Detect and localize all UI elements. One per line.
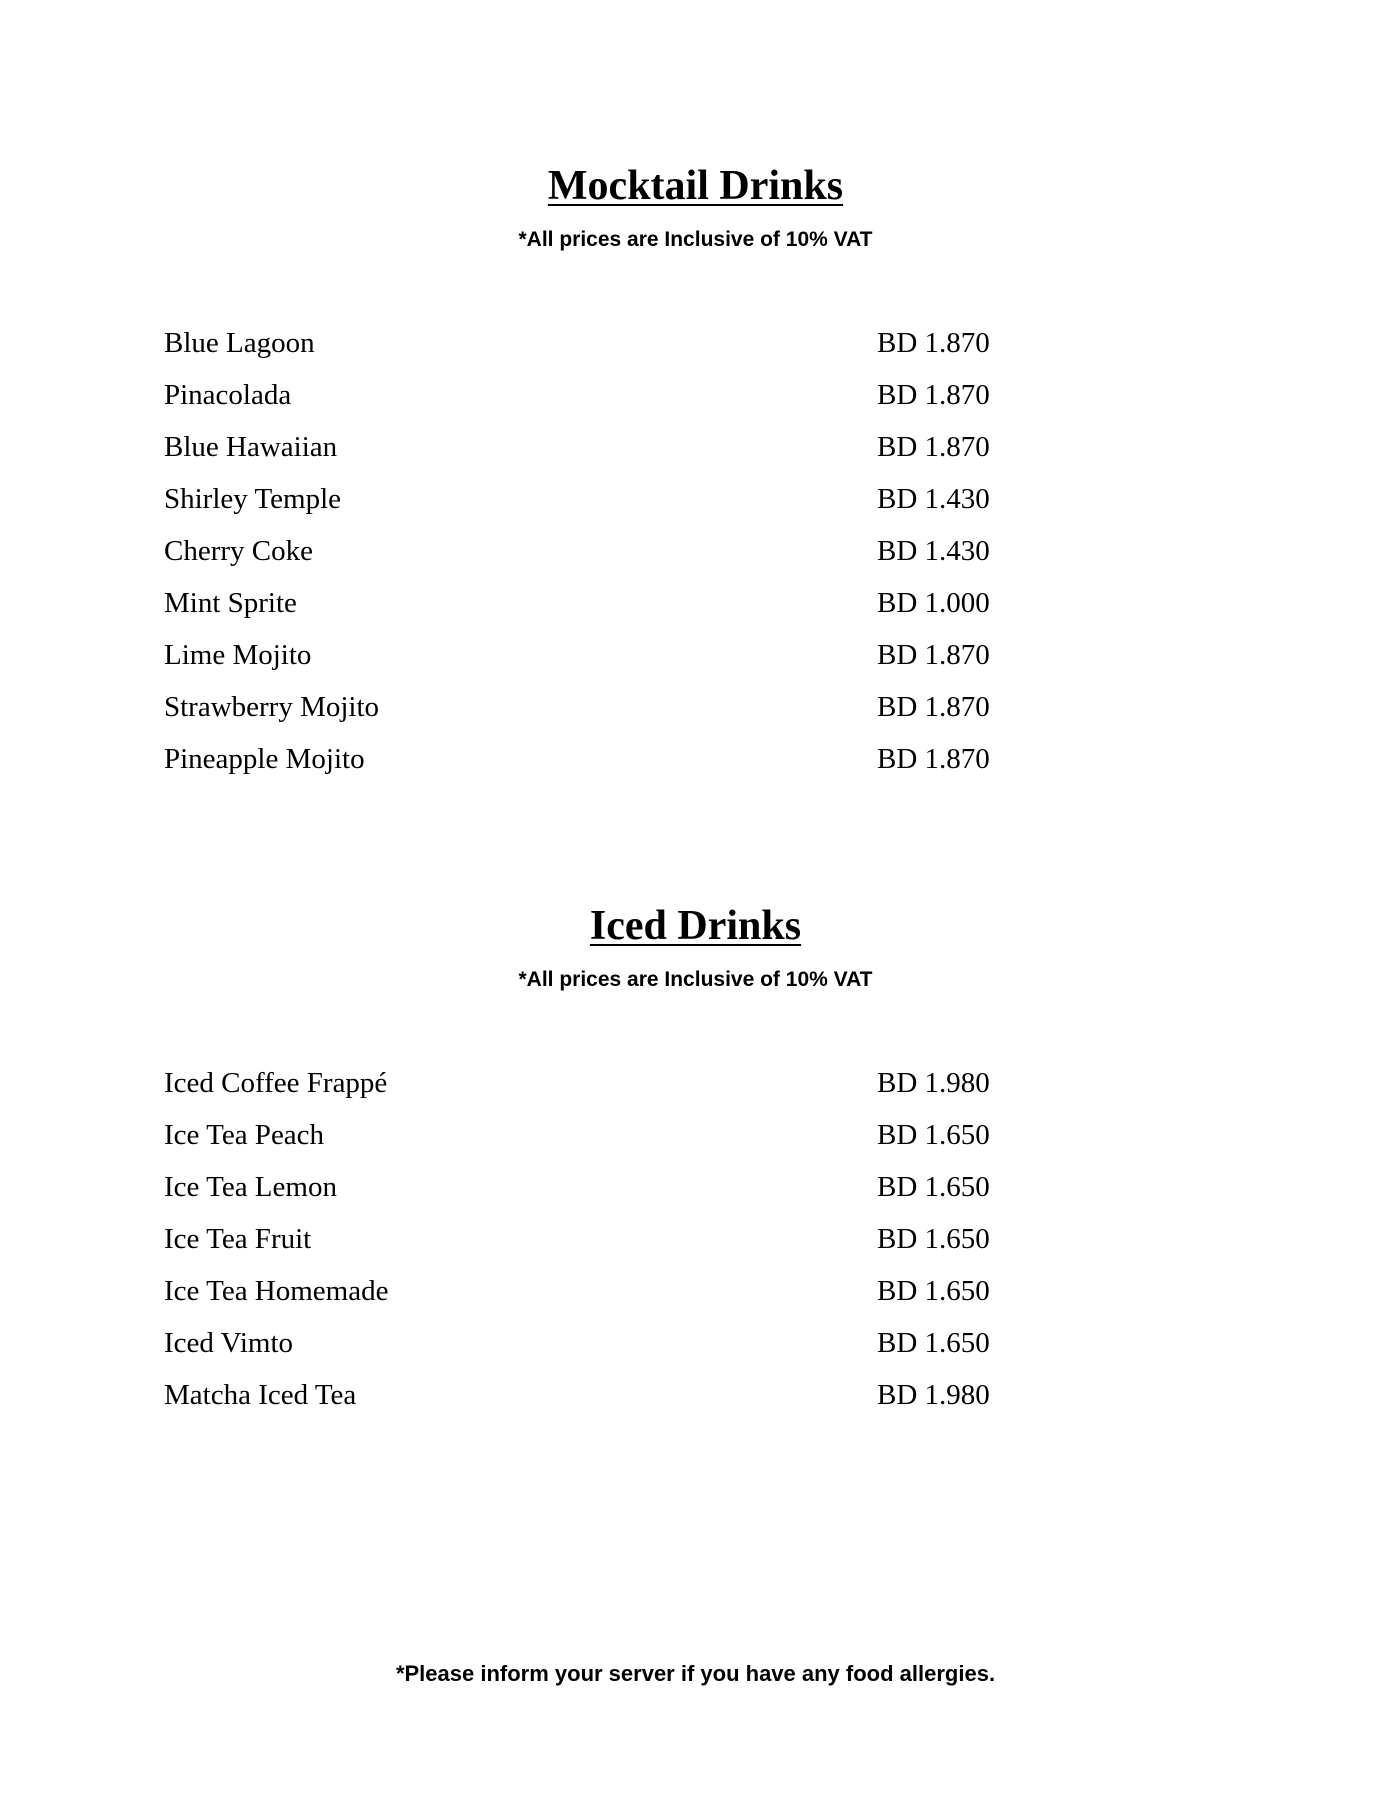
item-price: BD 1.000: [877, 587, 990, 619]
menu-item: [0, 1220, 1391, 1272]
section-title: [0, 898, 1391, 954]
item-price: BD 1.650: [877, 1119, 990, 1151]
item-name: Iced Vimto: [164, 1327, 293, 1359]
iced-drinks-section: [0, 898, 1391, 1444]
item-price: BD 1.650: [877, 1327, 990, 1359]
item-name: Strawberry Mojito: [164, 691, 380, 723]
item-name: Matcha Iced Tea: [164, 1379, 357, 1411]
item-price: BD 1.870: [877, 327, 990, 359]
item-name: Lime Mojito: [164, 639, 312, 671]
item-price: BD 1.980: [877, 1379, 990, 1411]
item-price: BD 1.980: [877, 1067, 990, 1099]
item-name: Iced Coffee Frappé: [164, 1067, 388, 1099]
section-title-text: Iced Drinks: [589, 903, 802, 949]
item-name: Cherry Coke: [164, 535, 313, 567]
item-name: Blue Lagoon: [164, 327, 315, 359]
item-price: BD 1.870: [877, 379, 990, 411]
item-name: Mint Sprite: [164, 587, 297, 619]
menu-item: [0, 428, 1391, 480]
item-price: BD 1.650: [877, 1223, 990, 1255]
menu-item: [0, 584, 1391, 636]
menu-item: [0, 532, 1391, 584]
section-title-text: Mocktail Drinks: [547, 163, 844, 209]
menu-item: [0, 1168, 1391, 1220]
item-price: BD 1.650: [877, 1275, 990, 1307]
menu-item: [0, 1272, 1391, 1324]
menu-item: [0, 740, 1391, 792]
item-price: BD 1.870: [877, 743, 990, 775]
item-price: BD 1.870: [877, 431, 990, 463]
menu-item-list: [0, 324, 1391, 792]
vat-note: *All prices are Inclusive of 10% VAT: [518, 228, 873, 251]
item-name: Ice Tea Lemon: [164, 1171, 337, 1203]
menu-item: [0, 1116, 1391, 1168]
menu-item: [0, 688, 1391, 740]
item-price: BD 1.870: [877, 691, 990, 723]
mocktail-section: [0, 158, 1391, 808]
menu-item: [0, 1064, 1391, 1116]
item-price: BD 1.430: [877, 535, 990, 567]
item-price: BD 1.870: [877, 639, 990, 671]
menu-item: [0, 324, 1391, 376]
section-title: [0, 158, 1391, 214]
vat-note: *All prices are Inclusive of 10% VAT: [518, 968, 873, 991]
menu-item: [0, 1376, 1391, 1428]
item-name: Pinacolada: [164, 379, 292, 411]
menu-item: [0, 480, 1391, 532]
menu-item: [0, 636, 1391, 688]
item-name: Blue Hawaiian: [164, 431, 338, 463]
item-name: Shirley Temple: [164, 483, 342, 515]
menu-item-list: [0, 1064, 1391, 1428]
item-name: Pineapple Mojito: [164, 743, 365, 775]
menu-item: [0, 1324, 1391, 1376]
item-name: Ice Tea Fruit: [164, 1223, 312, 1255]
item-price: BD 1.430: [877, 483, 990, 515]
item-name: Ice Tea Homemade: [164, 1275, 389, 1307]
menu-item: [0, 376, 1391, 428]
item-price: BD 1.650: [877, 1171, 990, 1203]
allergy-note: *Please inform your server if you have any food allergies.: [395, 1661, 996, 1686]
item-name: Ice Tea Peach: [164, 1119, 325, 1151]
